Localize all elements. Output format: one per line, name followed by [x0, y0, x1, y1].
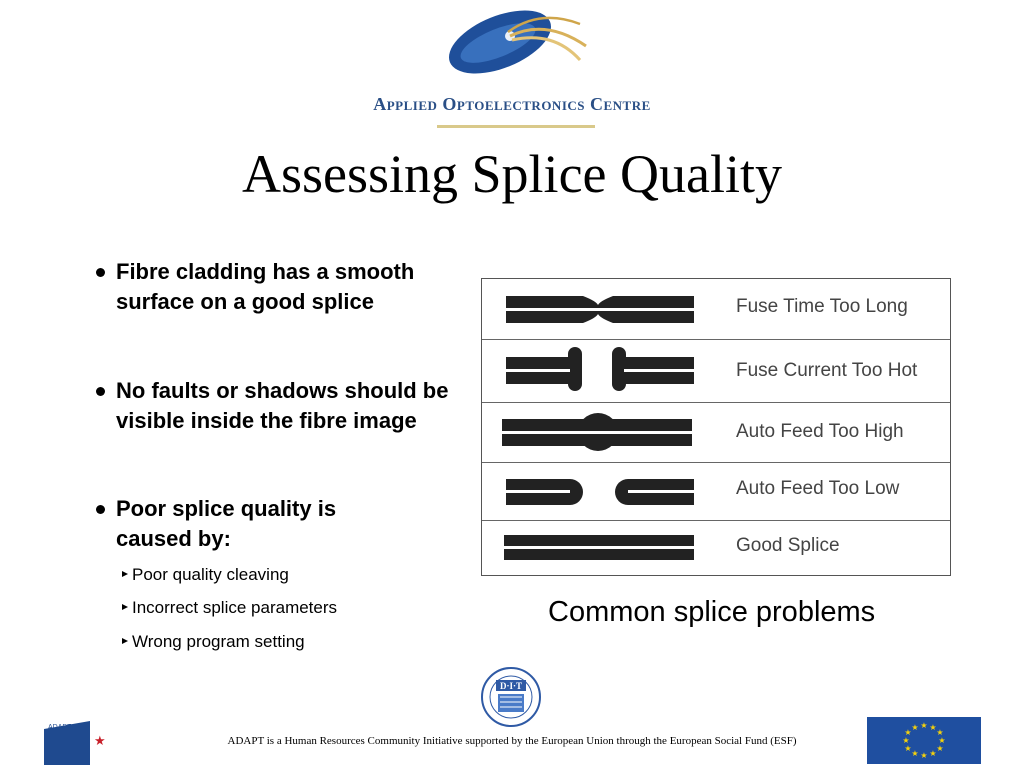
diagram-row — [482, 279, 950, 340]
svg-text:★: ★ — [936, 728, 944, 737]
diagram-row-label: Good Splice — [736, 535, 840, 556]
diagram-caption: Common splice problems — [548, 596, 876, 628]
bullet-dot — [96, 505, 105, 514]
diagram-row — [482, 340, 950, 403]
bullet-item — [96, 376, 456, 436]
svg-text:★: ★ — [920, 721, 928, 730]
diagram-row — [482, 521, 950, 577]
sub-bullet-item — [122, 631, 305, 653]
footer-text: ADAPT is a Human Resources Community Initiative supported by the European Union through the European Social Fund (ESF) — [227, 735, 797, 747]
svg-text:★: ★ — [936, 744, 944, 753]
svg-text:★: ★ — [920, 751, 928, 760]
sub-bullet-marker — [122, 604, 128, 610]
sub-bullet-marker — [122, 571, 128, 577]
diagram-row-label: Auto Feed Too Low — [736, 478, 900, 499]
splice-problems-diagram — [481, 278, 951, 576]
svg-text:★: ★ — [938, 736, 946, 745]
org-name-underline — [437, 125, 595, 128]
fibre-rounded-ends-drawing — [498, 463, 698, 521]
svg-text:★: ★ — [929, 723, 937, 732]
adapt-logo-label: ADAPT — [48, 724, 72, 731]
sub-bullet-text: Wrong program setting — [132, 632, 305, 651]
bullet-item — [96, 257, 456, 317]
svg-text:★: ★ — [911, 723, 919, 732]
diagram-row-label: Fuse Time Too Long — [736, 296, 908, 317]
diagram-row — [482, 463, 950, 521]
bullet-text: Poor splice quality is caused by: — [116, 496, 337, 551]
bullet-text: Fibre cladding has a smooth surface on a good splice — [116, 259, 415, 314]
aoc-logo-emblem — [440, 2, 590, 82]
diagram-row-label: Fuse Current Too Hot — [736, 360, 918, 381]
fibre-necked-splice-drawing — [498, 279, 698, 340]
diagram-row-label: Auto Feed Too High — [736, 421, 904, 442]
svg-text:★: ★ — [911, 749, 919, 758]
svg-text:★: ★ — [904, 744, 912, 753]
fibre-bulbous-ends-drawing — [498, 340, 698, 403]
slide-title: Assessing Splice Quality — [242, 144, 782, 204]
sub-bullet-text: Poor quality cleaving — [132, 565, 289, 584]
org-name: Applied Optoelectronics Centre — [373, 94, 651, 114]
sub-bullet-text: Incorrect splice parameters — [132, 598, 338, 617]
adapt-star-icon: ★ — [94, 733, 106, 748]
sub-bullet-item — [122, 597, 337, 619]
svg-text:★: ★ — [929, 749, 937, 758]
bullet-dot — [96, 387, 105, 396]
dit-seal-label: D·I·T — [499, 681, 523, 691]
sub-bullet-item — [122, 564, 289, 586]
svg-text:★: ★ — [902, 736, 910, 745]
dit-seal-logo — [450, 667, 572, 727]
svg-text:★: ★ — [904, 728, 912, 737]
bullet-text: No faults or shadows should be visible inside the fibre image — [116, 378, 449, 433]
fibre-good-splice-drawing — [498, 521, 698, 577]
bullet-dot — [96, 268, 105, 277]
fibre-bulge-drawing — [498, 403, 698, 463]
eu-flag-icon — [867, 717, 981, 764]
bullet-item — [96, 494, 396, 554]
sub-bullet-marker — [122, 638, 128, 644]
diagram-row — [482, 403, 950, 463]
